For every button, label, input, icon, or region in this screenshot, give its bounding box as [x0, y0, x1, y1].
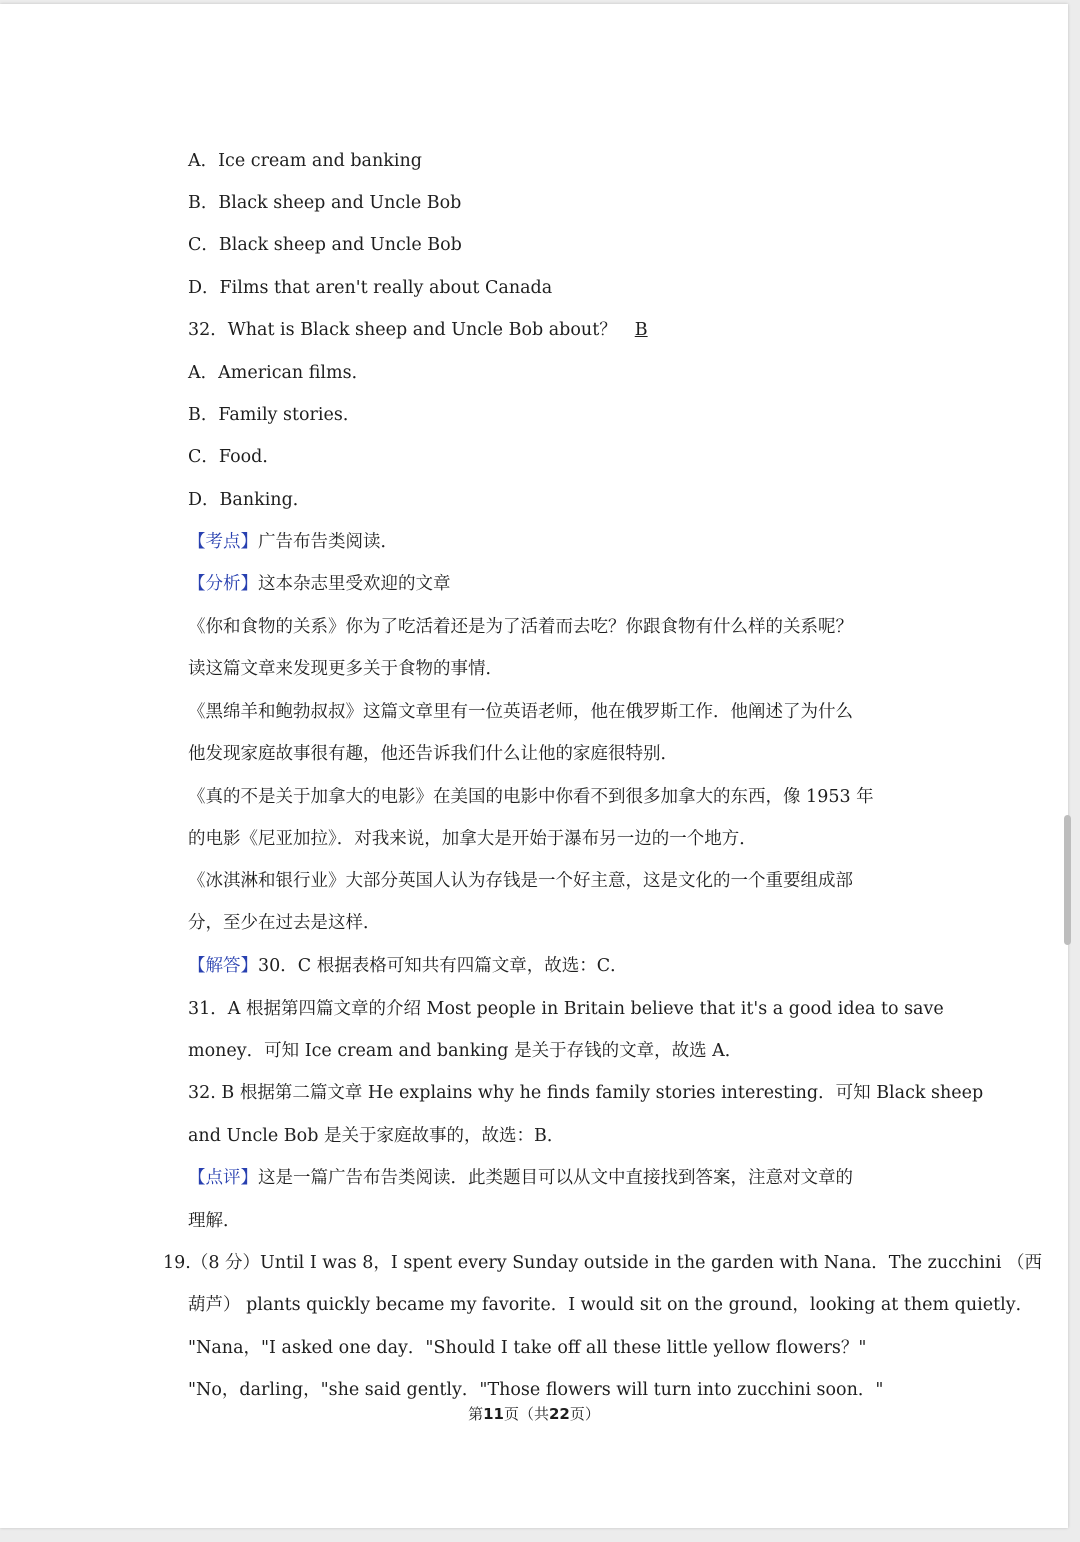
fenxi-p3-line1: 《真的不是关于加拿大的电影》在美国的电影中你看不到很多加拿大的东西，像 1953 年 [188, 787, 874, 807]
jieda-line5: and Uncle Bob 是关于家庭故事的，故选：B． [188, 1126, 565, 1146]
fenxi-text: 这本杂志里受欢迎的文章 [258, 574, 451, 594]
question-32-text: 32．What is Black sheep and Uncle Bob about？ [188, 320, 617, 340]
footer-page-number: 11 [483, 1405, 504, 1423]
document-page [0, 4, 1068, 1528]
q19-line3: "Nana，"I asked one day．"Should I take off all these little yellow flowers？" [188, 1338, 867, 1358]
page-footer [0, 1403, 1068, 1424]
option-b: B．Black sheep and Uncle Bob [188, 193, 462, 213]
jieda-line2: 31．A 根据第四篇文章的介绍 Most people in Britain believe that it's a good idea to save [188, 999, 944, 1019]
dianping-line2: 理解． [188, 1211, 241, 1231]
option-c: C．Black sheep and Uncle Bob [188, 235, 462, 255]
dianping-line1 [188, 1166, 853, 1190]
q19-line1: 19.（8 分）Until I was 8，I spent every Sunday outside in the garden with Nana．The zucchini （西 [163, 1253, 1043, 1273]
dianping-text: 这是一篇广告布告类阅读．此类题目可以从文中直接找到答案，注意对文章的 [258, 1168, 853, 1188]
footer-total-pages: 22 [549, 1405, 570, 1423]
option-d: D．Films that aren't really about Canada [188, 278, 553, 298]
q19-line4: "No，darling，"she said gently．"Those flowers will turn into zucchini soon．" [188, 1380, 884, 1400]
question-32-answer: B [634, 320, 648, 340]
footer-mid: 页（共 [503, 1405, 549, 1423]
fenxi-p2-line2: 他发现家庭故事很有趣，他还告诉我们什么让他的家庭很特别． [188, 744, 678, 764]
fenxi-tag: 【分析】 [188, 574, 258, 594]
jieda-tag: 【解答】 [188, 956, 258, 976]
fenxi-p2-line1: 《黑绵羊和鲍勃叔叔》这篇文章里有一位英语老师，他在俄罗斯工作．他阐述了为什么 [188, 702, 853, 722]
jieda-line4: 32. B 根据第二篇文章 He explains why he finds family stories interesting．可知 Black sheep [188, 1083, 984, 1103]
q19-line2: 葫芦） plants quickly became my favorite．I would sit on the ground，looking at them quietly． [188, 1295, 1034, 1315]
fenxi-p4-line2: 分，至少在过去是这样． [188, 913, 381, 933]
jieda-line3: money．可知 Ice cream and banking 是关于存钱的文章，故选 A． [188, 1041, 743, 1061]
fenxi-line [188, 572, 451, 596]
footer-pre: 第 [468, 1405, 484, 1423]
footer-post: 页） [569, 1405, 600, 1423]
kaodian-line [188, 530, 398, 554]
q32-option-a: A．American films． [188, 363, 370, 383]
q32-option-d: D．Banking． [188, 490, 311, 510]
fenxi-p1-line2: 读这篇文章来发现更多关于食物的事情． [188, 659, 503, 679]
jieda-line1 [188, 954, 628, 978]
q32-option-c: C．Food． [188, 447, 280, 467]
fenxi-p1-line1: 《你和食物的关系》你为了吃活着还是为了活着而去吃？你跟食物有什么样的关系呢？ [188, 617, 853, 637]
kaodian-tag: 【考点】 [188, 532, 258, 552]
question-32 [188, 318, 662, 342]
dianping-tag: 【点评】 [188, 1168, 258, 1188]
option-a: A．Ice cream and banking [188, 151, 422, 171]
q32-option-b: B．Family stories． [188, 405, 361, 425]
kaodian-text: 广告布告类阅读． [258, 532, 398, 552]
jieda-text: 30．C 根据表格可知共有四篇文章，故选：C． [258, 956, 628, 976]
scrollbar-thumb[interactable] [1064, 815, 1071, 945]
fenxi-p3-line2: 的电影《尼亚加拉》．对我来说，加拿大是开始于瀑布另一边的一个地方． [188, 829, 757, 849]
fenxi-p4-line1: 《冰淇淋和银行业》大部分英国人认为存钱是一个好主意，这是文化的一个重要组成部 [188, 871, 853, 891]
